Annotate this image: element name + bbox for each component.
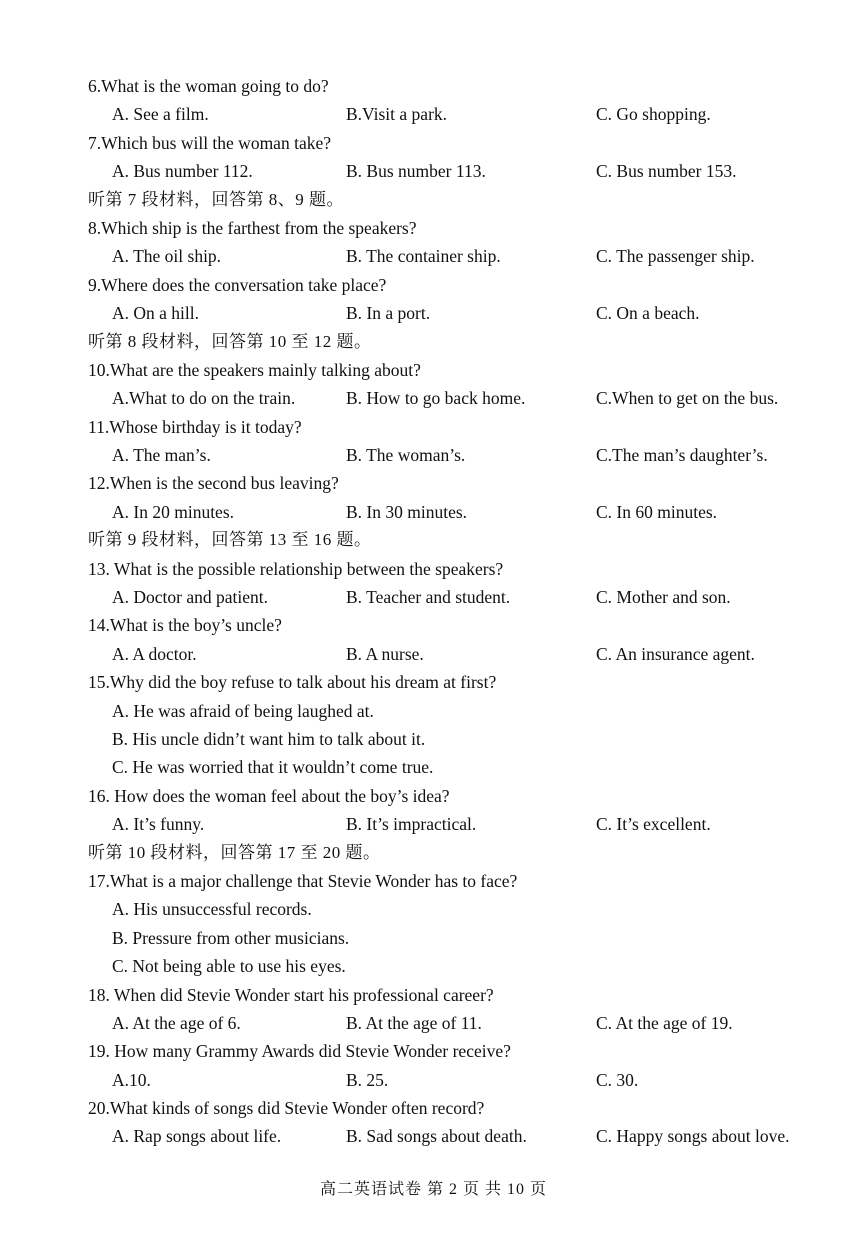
options-row [88,441,808,469]
option-b: B. The woman’s. [346,445,466,466]
option-c: C. Mother and son. [596,587,731,608]
question-stem: 8.Which ship is the farthest from the speakers? [88,217,417,238]
question-stem: 17.What is a major challenge that Stevie Wonder has to face? [88,870,518,891]
options-row [88,242,808,270]
option-a: A.10. [112,1069,151,1090]
question-stem: 11.Whose birthday is it today? [88,416,302,437]
question-stem: 13. What is the possible relationship between the speakers? [88,558,504,579]
option-a: A. See a film. [112,104,209,125]
options-row [88,1009,808,1037]
question-list [88,72,808,1151]
option-b: B. At the age of 11. [346,1012,482,1033]
option-c: C. It’s excellent. [596,814,711,835]
option-c: C. In 60 minutes. [596,501,718,522]
question-stem: 16. How does the woman feel about the boy’s idea? [88,785,450,806]
option-b: B. In 30 minutes. [346,501,468,522]
question-stem: 7.Which bus will the woman take? [88,132,331,153]
question-stem: 14.What is the boy’s uncle? [88,615,282,636]
option-a: A. A doctor. [112,643,197,664]
options-row [88,1122,808,1150]
option-b: B. 25. [346,1069,389,1090]
question-stem: 20.What kinds of songs did Stevie Wonder often record? [88,1098,485,1119]
section-instruction: 听第 10 段材料，回答第 17 至 20 题。 [88,842,381,862]
option-b: B. How to go back home. [346,388,526,409]
option-b: B. The container ship. [346,246,501,267]
option-a: A. Bus number 112. [112,161,253,182]
question-stem: 9.Where does the conversation take place? [88,274,387,295]
option-c: C. On a beach. [596,303,700,324]
options-row [88,583,808,611]
option-a: A. Doctor and patient. [112,587,268,608]
section-instruction: 听第 7 段材料，回答第 8、9 题。 [88,189,344,209]
option-b: B.Visit a park. [346,104,448,125]
options-row [88,640,808,668]
options-row [88,810,808,838]
section-instruction: 听第 9 段材料，回答第 13 至 16 题。 [88,530,372,550]
option-c: C. Happy songs about love. [596,1126,790,1147]
option-c: C. At the age of 19. [596,1012,733,1033]
option-b: B. Bus number 113. [346,161,486,182]
option-c: C. He was worried that it wouldn’t come true. [112,757,434,778]
option-c: C. Bus number 153. [596,161,737,182]
option-c: C. An insurance agent. [596,643,755,664]
page-footer: 高二英语试卷 第 2 页 共 10 页 [319,1181,547,1198]
option-c: C. 30. [596,1069,639,1090]
question-stem: 6.What is the woman going to do? [88,76,329,96]
question-stem: 12.When is the second bus leaving? [88,473,339,494]
option-b: B. A nurse. [346,643,424,664]
options-row [88,1066,808,1094]
options-row [88,100,808,128]
question-stem: 10.What are the speakers mainly talking about? [88,359,421,380]
option-a: A. His unsuccessful records. [112,899,312,920]
option-a: A. Rap songs about life. [112,1126,282,1147]
option-a: A.What to do on the train. [112,388,296,409]
option-c: C. Not being able to use his eyes. [112,956,346,977]
option-a: A. The man’s. [112,445,211,466]
option-c: C.The man’s daughter’s. [596,445,768,466]
option-a: A. The oil ship. [112,246,222,267]
question-stem: 19. How many Grammy Awards did Stevie Wonder receive? [88,1041,511,1062]
option-b: B. In a port. [346,303,431,324]
option-b: B. It’s impractical. [346,814,477,835]
option-b: B. His uncle didn’t want him to talk about it. [112,728,426,749]
options-row [88,157,808,185]
option-b: B. Pressure from other musicians. [112,927,350,948]
question-stem: 18. When did Stevie Wonder start his professional career? [88,984,494,1005]
options-row [88,299,808,327]
section-instruction: 听第 8 段材料，回答第 10 至 12 题。 [88,331,372,351]
option-a: A. He was afraid of being laughed at. [112,700,374,721]
option-a: A. It’s funny. [112,814,205,835]
option-a: A. In 20 minutes. [112,501,235,522]
question-stem: 15.Why did the boy refuse to talk about his dream at first? [88,672,497,693]
options-row [88,498,808,526]
option-b: B. Teacher and student. [346,587,511,608]
option-a: A. At the age of 6. [112,1012,241,1033]
option-c: C. Go shopping. [596,104,711,125]
options-row [88,384,808,412]
option-a: A. On a hill. [112,303,200,324]
option-c: C. The passenger ship. [596,246,755,267]
option-c: C.When to get on the bus. [596,388,779,409]
option-b: B. Sad songs about death. [346,1126,527,1147]
